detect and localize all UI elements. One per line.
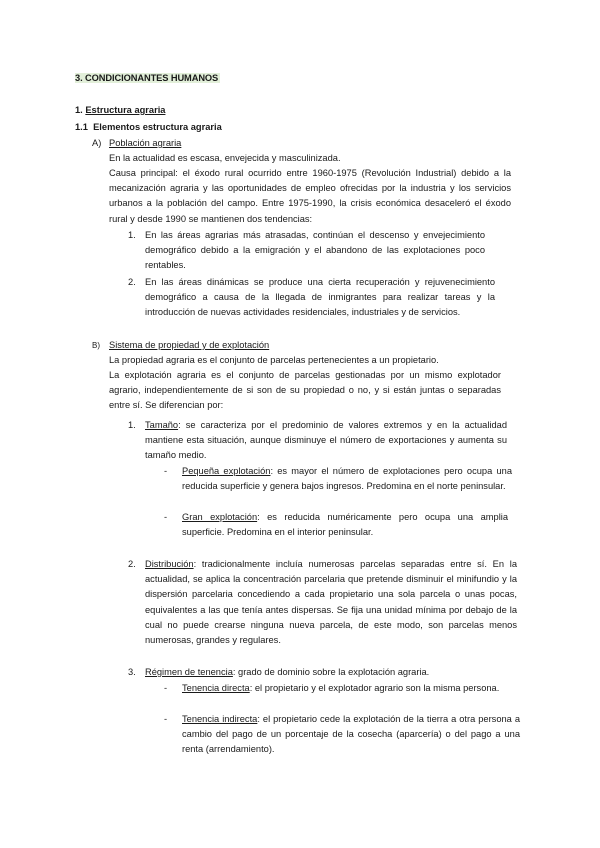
section-b-marker: B) [92, 341, 100, 350]
section-a-item-1-text: En las áreas agrarias más atrasadas, continúan el descenso y envejecimiento demográfico debido a la emigración y el abandono de las explotaciones poco rentables. [145, 230, 485, 271]
section-a-paragraph-1: En la actualidad es escasa, envejecida y masculinizada. [109, 153, 341, 163]
section-b-item-2-body: : tradicionalmente incluía numerosas parcelas separadas entre sí. En la actualidad, se aplica la concentración parcelaria que pretende disminuir el minifundio y la dispersión parcelaria concediendo a cada propietario una sola parcela o unas pocas, equivalentes a las que tenía antes dispersas. Se fija una unidad mínima por debajo de la cual no puede crearse ninguna nueva parcela, de este modo, son parcelas menos numerosas, grandes y regulares. [145, 559, 517, 646]
section-b-item-1-sub-1-text [182, 464, 512, 494]
section-b-item-1-number: 1. [128, 420, 136, 430]
section-a-item-2-number: 2. [128, 277, 136, 287]
section-b-paragraph-2: La explotación agraria es el conjunto de parcelas gestionadas por un mismo explotador agrario, independientemente de si son de su propiedad o no, y si están juntas o separadas entre sí. Se diferencian por: [109, 370, 501, 411]
section-b-item-3-sub-2-term: Tenencia indirecta [182, 714, 258, 724]
section-1-label: Estructura agraria [85, 105, 166, 115]
section-1-1-label: Elementos estructura agraria [93, 122, 222, 132]
section-b-item-3-body: : grado de dominio sobre la explotación agraria. [232, 667, 430, 677]
section-b-item-2-number: 2. [128, 559, 136, 569]
title-text: 3. CONDICIONANTES HUMANOS [75, 73, 219, 83]
section-b-item-1-body: : se caracteriza por el predominio de valores extremos y en la actualidad mantiene esta situación, aunque disminuye el número de exportaciones y aumenta su tamaño medio. [145, 420, 507, 461]
section-b-item-2-text [145, 557, 517, 648]
section-b-item-1-sub-2-text [182, 510, 508, 540]
section-b-item-3-number: 3. [128, 667, 136, 677]
section-b-item-1-sub-1-dash: - [164, 466, 168, 476]
section-b-item-3-sub-2-body: : el propietario cede la explotación de la tierra a otra persona a cambio del pago de un porcentaje de la cosecha (aparcería) o del pago a una renta (arrendamiento). [182, 714, 520, 755]
section-a-heading: Población agraria [109, 138, 182, 148]
section-1-1-heading [75, 120, 222, 135]
section-a-item-1-number: 1. [128, 230, 136, 240]
section-b-item-2-term: Distribución [145, 559, 194, 569]
section-b-paragraph-1: La propiedad agraria es el conjunto de parcelas pertenecientes a un propietario. [109, 355, 439, 365]
document-title [75, 71, 220, 86]
section-1-heading [75, 103, 165, 118]
section-a-item-2-text: En las áreas dinámicas se produce una cierta recuperación y rejuvenecimiento demográfico a causa de la llegada de inmigrantes para realizar tareas y la introducción de nuevas actividades residenciales, industriales y de servicios. [145, 277, 495, 318]
section-1-number: 1. [75, 105, 83, 115]
section-b-item-1-sub-2-term: Gran explotación [182, 512, 258, 522]
section-b-item-3-sub-1-term: Tenencia directa [182, 683, 250, 693]
section-b-item-3-term: Régimen de tenencia [145, 667, 233, 677]
section-b-item-1-sub-2-dash: - [164, 512, 168, 522]
section-b-item-3-sub-1-text [182, 681, 504, 696]
section-b-item-3-sub-1-body: : el propietario y el explotador agrario son la misma persona. [249, 683, 500, 693]
section-a-marker: A) [92, 138, 102, 148]
section-b-item-1-text [145, 418, 507, 464]
section-1-1-number: 1.1 [75, 122, 88, 132]
section-b-item-3-sub-1-dash: - [164, 683, 168, 693]
section-a-paragraph-2: Causa principal: el éxodo rural ocurrido entre 1960-1975 (Revolución Industrial) debido a la mecanización agraria y las oportunidades de empleo ofrecidas por la industria y los servicios urbanos a la población del campo. Entre 1975-1990, la crisis económica desaceleró el éxodo rural y desde 1990 se mantienen dos tendencias: [109, 168, 511, 224]
section-b-item-1-sub-2-body: : es reducida numéricamente pero ocupa una amplia superficie. Predomina en el interior peninsular. [182, 512, 508, 538]
section-b-item-3-sub-2-dash: - [164, 714, 168, 724]
section-b-item-1-term: Tamaño [145, 420, 179, 430]
section-b-heading: Sistema de propiedad y de explotación [109, 340, 270, 350]
section-b-item-1-sub-1-body: : es mayor el número de explotaciones pero ocupa una reducida superficie y genera bajos ingresos. Predomina en el norte peninsular. [182, 466, 512, 492]
section-b-item-1-sub-1-term: Pequeña explotación [182, 466, 271, 476]
section-b-item-3-text [145, 665, 517, 680]
section-b-item-3-sub-2-text [182, 712, 520, 758]
